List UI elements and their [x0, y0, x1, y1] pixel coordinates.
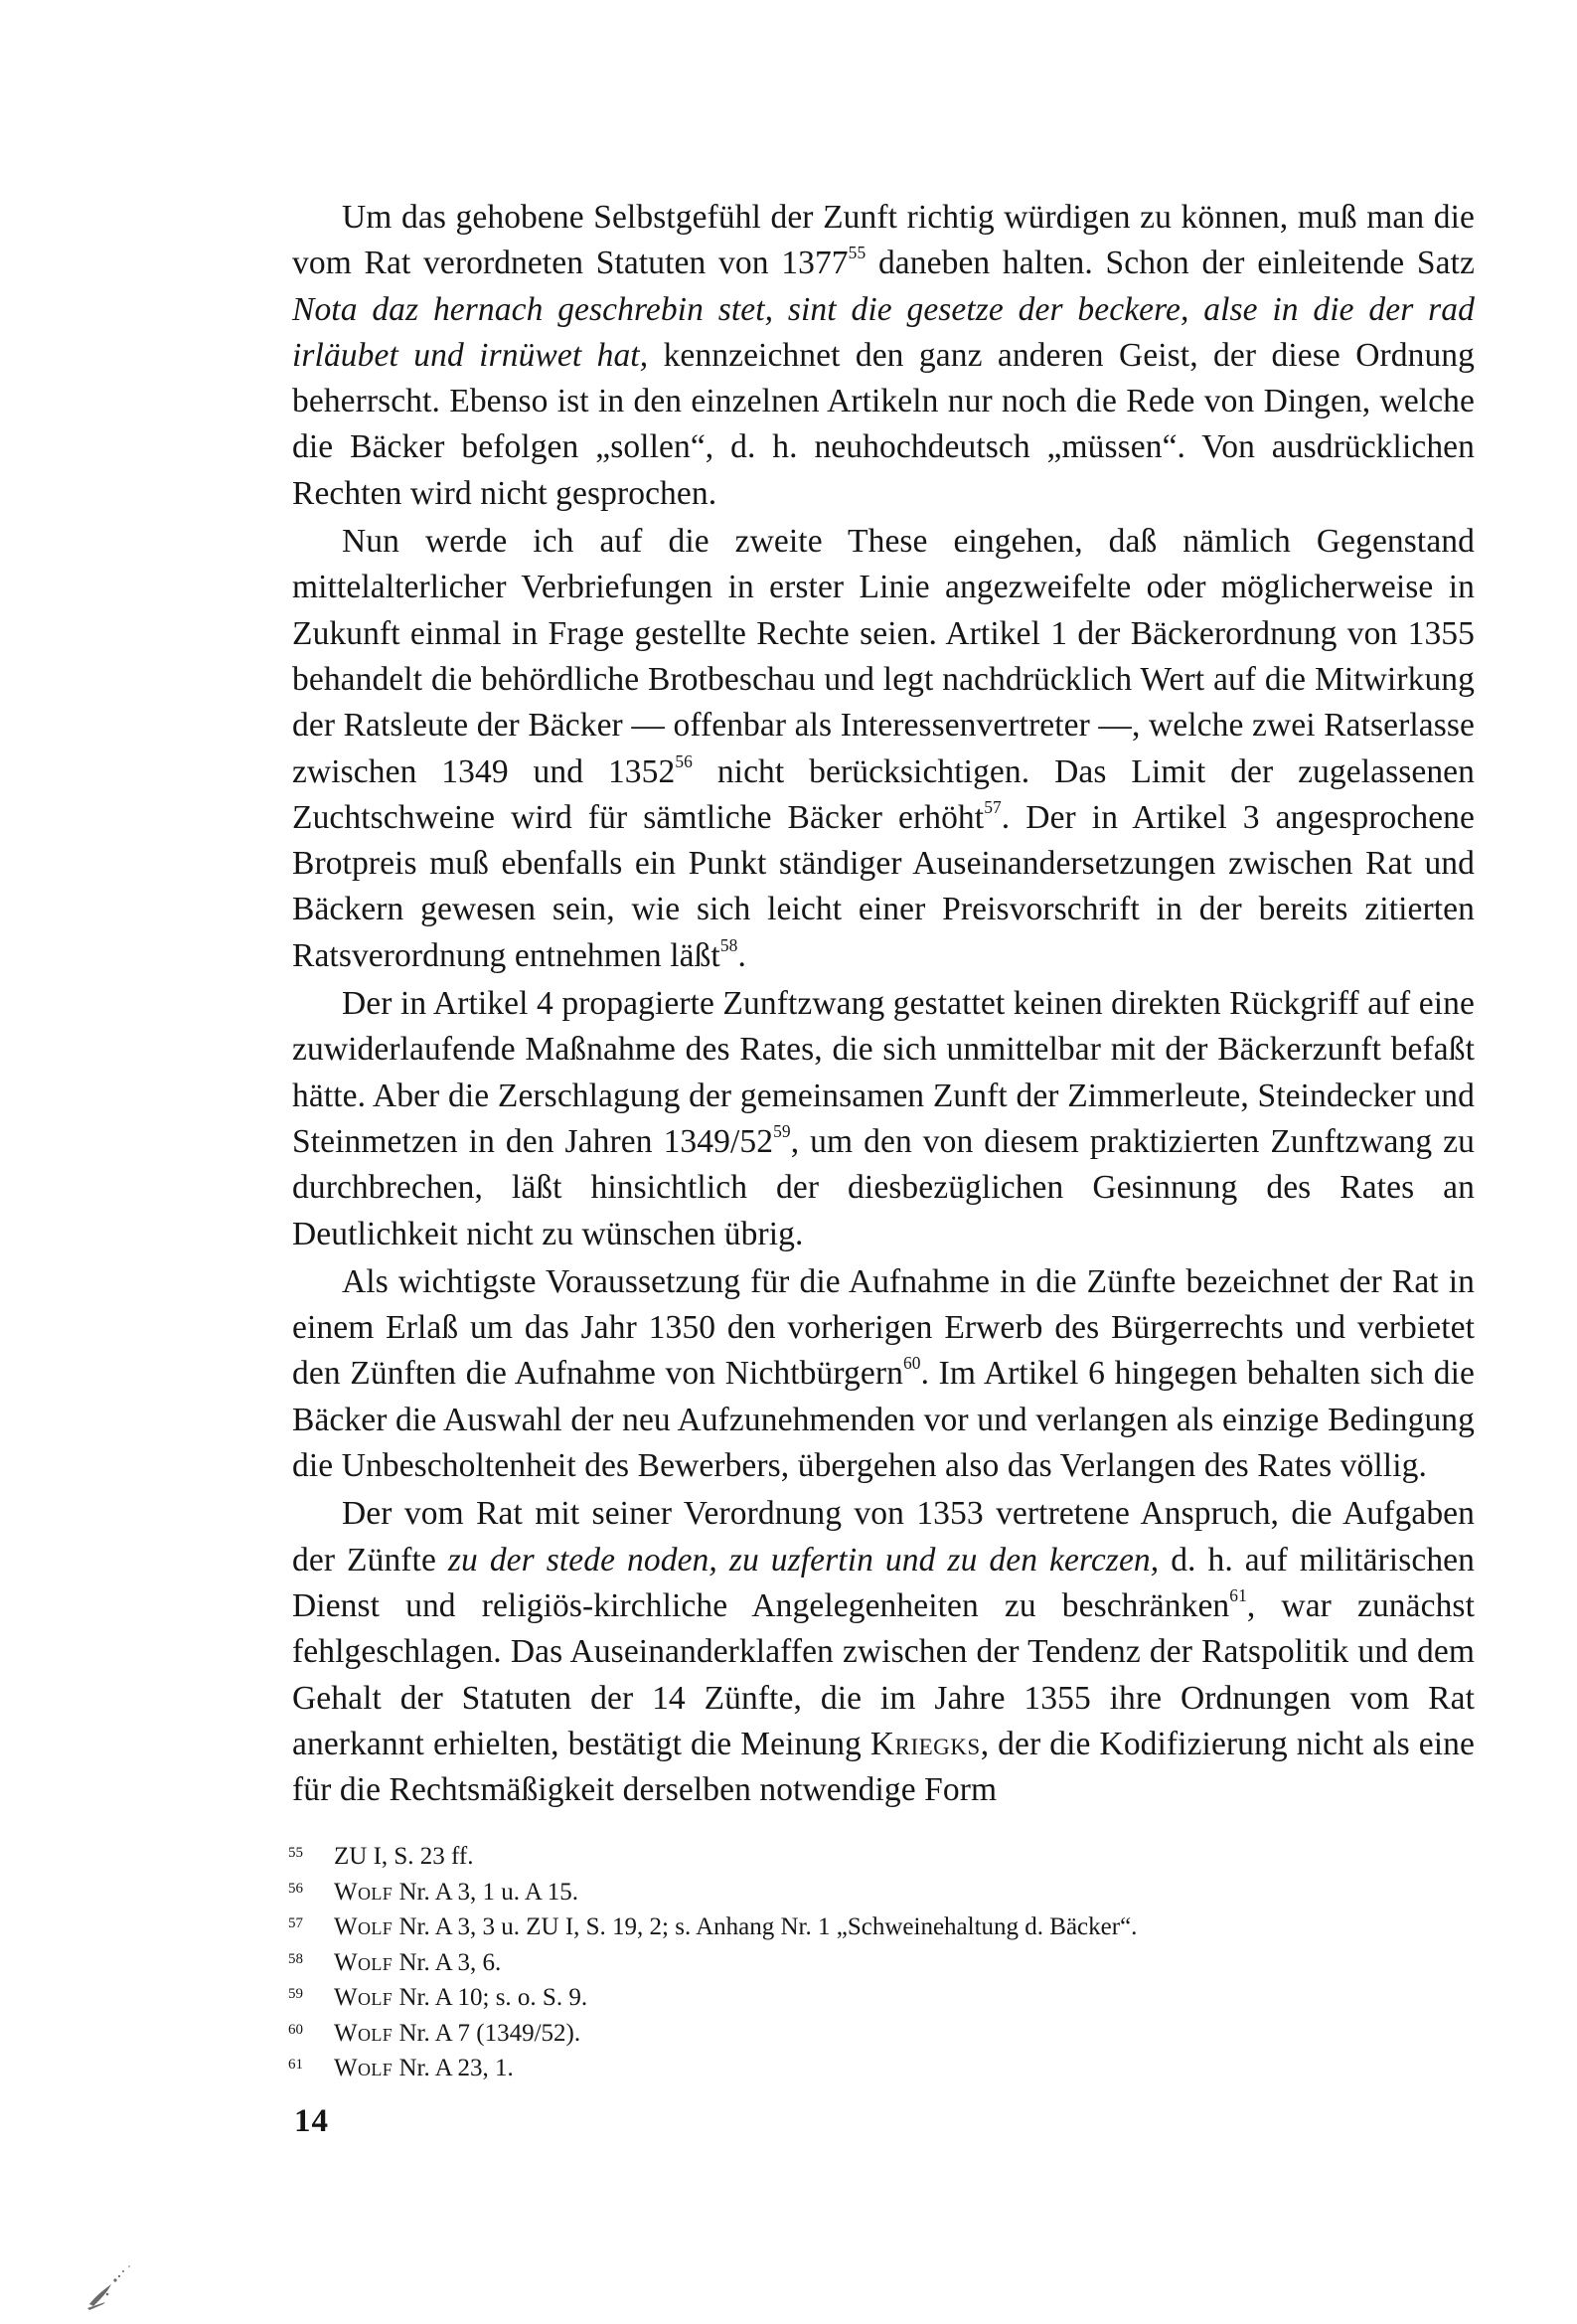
footnote — [288, 1841, 1481, 1877]
text-run: Der in Artikel 4 propagierte Zunftzwang gestattet keinen direkten Rückgriff auf eine zuwiderlaufende Maßnahme des Rates, die sich unmittelbar mit der Bäckerzunft befaßt hätte. Aber die Zerschlagung der gemeinsamen Zunft der Zimmerleute, Steindecker und Steinmetzen in den Jahren 1349/52 — [292, 985, 1475, 1160]
author-name: Wolf — [334, 2055, 394, 2081]
footnote — [288, 1982, 1481, 2018]
author-name: Kriegks — [869, 1725, 981, 1762]
text-run: Nr. A 3, 6. — [393, 1948, 502, 1976]
footnote-reference: 58 — [719, 934, 738, 955]
footnote — [288, 1947, 1481, 1983]
text-run: , der die Kodifizierung nicht als eine für die Rechtsmäßigkeit derselben notwendige Form — [292, 1725, 1475, 1809]
footnote-number: 55 — [288, 1845, 303, 1861]
footnote-number: 59 — [288, 1986, 303, 2002]
italic-quote: zu der stede noden, zu uzfertin und zu den kerczen, — [447, 1541, 1160, 1578]
text-run: ZU I, S. 23 ff. — [334, 1843, 474, 1870]
footnote-reference: 55 — [848, 243, 867, 263]
footnote-text — [334, 1947, 501, 1979]
text-run: Nun werde ich auf die zweite These eingehen, daß nämlich Gegenstand mittelalterlicher Verbriefungen in erster Linie angezweifelte oder möglicherweise in Zukunft einmal in Frage gestellte Rechte seien. Artikel 1 der Bäckerordnung von 1355 behandelt die behördliche Brotbeschau und legt nachdrücklich Wert auf die Mitwirkung der Ratsleute der Bäcker — offenbar als Interessenvertreter —, welche zwei Ratserlasse zwischen 1349 und 1352 — [292, 523, 1475, 790]
author-name: Wolf — [334, 1913, 394, 1940]
text-run: . Im Artikel 6 hingegen behalten sich die Bäcker die Auswahl der neu Aufzunehmenden vor und verlangen als einzige Bedingung die Unbescholtenheit des Bewerbers, übergehen also das Verlangen des Rates völlig. — [292, 1355, 1475, 1485]
text-run: . — [737, 936, 746, 974]
text-run: Der vom Rat mit seiner Verordnung von 1353 vertretene Anspruch, die Aufgaben der Zünfte — [292, 1495, 1475, 1578]
footnote-number: 60 — [288, 2021, 303, 2038]
text-run: Nr. A 3, 3 u. ZU I, S. 19, 2; s. Anhang Nr. 1 „Schweinehaltung d. Bäcker“. — [393, 1913, 1138, 1940]
footnote-text — [334, 2018, 580, 2050]
italic-quote: Nota daz hernach geschrebin stet, sint die gesetze der beckere, alse in die der rad irläubet und irnüwet hat, — [292, 290, 1475, 374]
footnote-text — [334, 1841, 474, 1873]
paragraph — [292, 519, 1475, 979]
paragraph — [292, 1259, 1475, 1489]
footnote — [288, 1877, 1481, 1912]
body-text — [292, 195, 1475, 1813]
text-run: d. h. auf militärischen Dienst und religiös-kirchliche Angelegenheiten zu beschränken — [292, 1541, 1475, 1624]
paragraph — [292, 195, 1475, 517]
text-run: daneben halten. Schon der einleitende Satz — [866, 245, 1476, 282]
text-run: nicht berücksichtigen. Das Limit der zugelassenen Zuchtschweine wird für sämtliche Bäcker erhöht — [292, 752, 1475, 836]
author-name: Wolf — [334, 1984, 394, 2011]
footnote-text — [334, 1877, 578, 1909]
text-run: kennzeichnet den ganz anderen Geist, der diese Ordnung beherrscht. Ebenso ist in den einzelnen Artikeln nur noch die Rede von Dingen, welche die Bäcker befolgen „sollen“, d. h. neuhochdeutsch „müssen“. Von ausdrücklichen Rechten wird nicht gesprochen. — [292, 336, 1476, 512]
footnote-text — [334, 1982, 587, 2014]
footnote-number: 58 — [288, 1950, 303, 1967]
paragraph — [292, 1491, 1475, 1813]
text-run: Nr. A 3, 1 u. A 15. — [393, 1878, 579, 1906]
paragraph — [292, 981, 1475, 1257]
footnote-reference: 59 — [773, 1121, 791, 1142]
footnote-text — [334, 2053, 514, 2084]
footnote-reference: 60 — [902, 1353, 921, 1374]
author-name: Wolf — [334, 1878, 394, 1906]
footnote-reference: 57 — [984, 797, 1002, 818]
footnote-reference: 61 — [1229, 1585, 1247, 1606]
text-run: , um den von diesem praktizierten Zunftzwang zu durchbrechen, läßt hinsichtlich der diesbezüglichen Gesinnung des Rates an Deutlichkeit nicht zu wünschen übrig. — [292, 1122, 1475, 1252]
footnote — [288, 1911, 1481, 1947]
text-run: , war zunächst fehlgeschlagen. Das Auseinanderklaffen zwischen der Tendenz der Ratspolitik und dem Gehalt der Statuten der 14 Zünfte, die im Jahre 1355 ihre Ordnungen vom Rat anerkannt erhielten, bestätigt die Meinung — [292, 1586, 1475, 1762]
page-number: 14 — [294, 2103, 329, 2139]
text-run: . Der in Artikel 3 angesprochene Brotpreis muß ebenfalls ein Punkt ständiger Auseinandersetzungen zwischen Rat und Bäckern gewesen sein, wie sich leicht einer Preisvorschrift in der bereits zitierten Ratsverordnung entnehmen läßt — [292, 798, 1475, 974]
author-name: Wolf — [334, 2019, 394, 2047]
footnote-text — [334, 1911, 1137, 1943]
scan-smudge-mark — [85, 2254, 145, 2310]
footnote-number: 57 — [288, 1915, 303, 1931]
footnote — [288, 2018, 1481, 2054]
footnote-number: 61 — [288, 2057, 303, 2073]
footnote-number: 56 — [288, 1880, 303, 1897]
text-run: Als wichtigste Voraussetzung für die Aufnahme in die Zünfte bezeichnet der Rat in einem Erlaß um das Jahr 1350 den vorherigen Erwerb des Bürgerrechts und verbietet den Zünften die Aufnahme von Nichtbürgern — [292, 1262, 1475, 1393]
text-run: Um das gehobene Selbstgefühl der Zunft richtig würdigen zu können, muß man die vom Rat verordneten Statuten von 1377 — [292, 199, 1475, 282]
footnotes — [288, 1841, 1481, 2088]
text-run: Nr. A 23, 1. — [393, 2055, 514, 2081]
text-run: Nr. A 10; s. o. S. 9. — [393, 1984, 588, 2011]
footnote-reference: 56 — [675, 750, 693, 771]
text-run: Nr. A 7 (1349/52). — [393, 2019, 581, 2047]
author-name: Wolf — [334, 1948, 394, 1976]
footnote — [288, 2053, 1481, 2088]
